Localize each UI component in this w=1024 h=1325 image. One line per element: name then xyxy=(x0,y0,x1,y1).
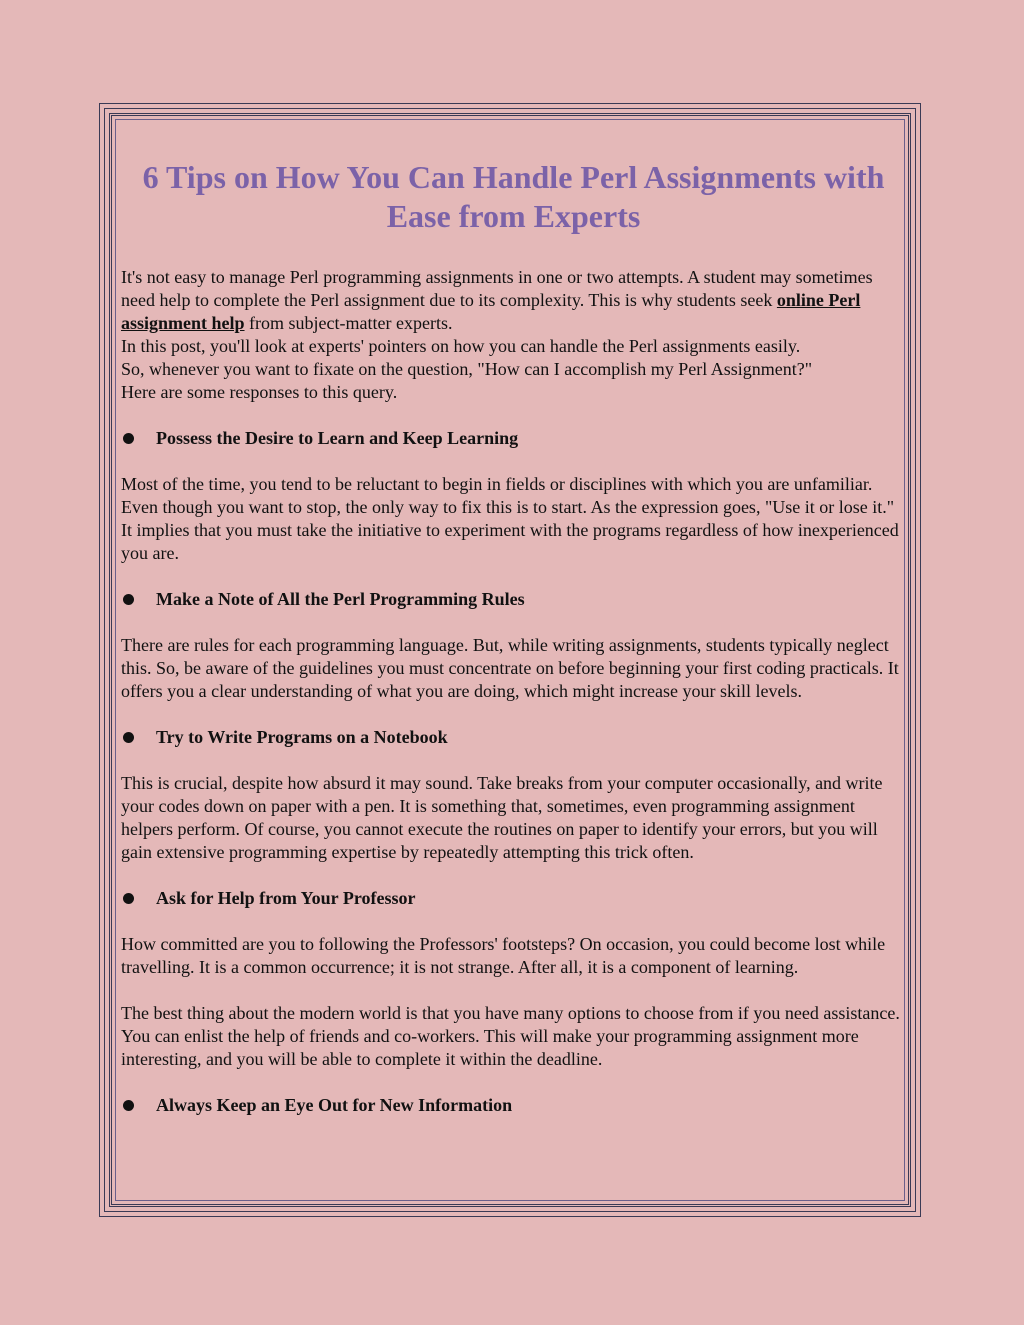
section-heading-text: Ask for Help from Your Professor xyxy=(156,888,416,908)
section-heading xyxy=(121,427,906,450)
online-perl-assignment-help-link[interactable]: online Perl assignment help xyxy=(121,290,861,333)
intro-line-4: Here are some responses to this query. xyxy=(121,382,398,402)
section-heading-text: Make a Note of All the Perl Programming Rules xyxy=(156,589,525,609)
document-content xyxy=(121,158,906,1140)
section-5 xyxy=(121,1094,906,1117)
section-paragraph: Most of the time, you tend to be reluctant to begin in fields or disciplines with which you are unfamiliar. Even though you want to stop, the only way to fix this is to start. As the expression goes, "Use it or lose it." It implies that you must take the initiative to experiment with the programs regardless of how inexperienced you are. xyxy=(121,474,899,563)
intro-line-3: So, whenever you want to fixate on the question, "How can I accomplish my Perl Assignment?" xyxy=(121,359,813,379)
document-title: 6 Tips on How You Can Handle Perl Assignments with Ease from Experts xyxy=(142,159,885,234)
section-1 xyxy=(121,427,906,565)
intro-line-2: In this post, you'll look at experts' pointers on how you can handle the Perl assignments easily. xyxy=(121,336,801,356)
section-heading-text: Always Keep an Eye Out for New Information xyxy=(156,1095,513,1115)
section-heading-text: Possess the Desire to Learn and Keep Learning xyxy=(156,428,519,448)
intro-text-before-link: It's not easy to manage Perl programming assignments in one or two attempts. A student may sometimes need help to complete the Perl assignment due to its complexity. This is why students seek xyxy=(121,267,873,310)
section-4 xyxy=(121,887,906,1071)
section-heading xyxy=(121,1094,906,1117)
bullet-icon xyxy=(123,732,134,743)
section-3 xyxy=(121,726,906,864)
bullet-icon xyxy=(123,594,134,605)
bullet-icon xyxy=(123,433,134,444)
intro-block xyxy=(121,266,906,404)
section-paragraph: The best thing about the modern world is that you have many options to choose from if you need assistance. You can enlist the help of friends and co-workers. This will make your programming assignment more interesting, and you will be able to complete it within the deadline. xyxy=(121,1003,900,1069)
bullet-icon xyxy=(123,893,134,904)
section-heading xyxy=(121,588,906,611)
section-paragraph: This is crucial, despite how absurd it may sound. Take breaks from your computer occasionally, and write your codes down on paper with a pen. It is something that, sometimes, even programming assignment helpers perform. Of course, you cannot execute the routines on paper to identify your errors, but you will gain extensive programming expertise by repeatedly attempting this trick often. xyxy=(121,773,883,862)
section-paragraph: How committed are you to following the Professors' footsteps? On occasion, you could become lost while travelling. It is a common occurrence; it is not strange. After all, it is a component of learning. xyxy=(121,934,886,977)
section-paragraph: There are rules for each programming language. But, while writing assignments, students typically neglect this. So, be aware of the guidelines you must concentrate on before beginning your first coding practicals. It offers you a clear understanding of what you are doing, which might increase your skill levels. xyxy=(121,635,899,701)
section-heading xyxy=(121,726,906,749)
intro-paragraph xyxy=(121,266,906,335)
intro-text-after-link: from subject-matter experts. xyxy=(244,313,453,333)
section-heading xyxy=(121,887,906,910)
section-2 xyxy=(121,588,906,703)
bullet-icon xyxy=(123,1100,134,1111)
section-heading-text: Try to Write Programs on a Notebook xyxy=(156,727,448,747)
